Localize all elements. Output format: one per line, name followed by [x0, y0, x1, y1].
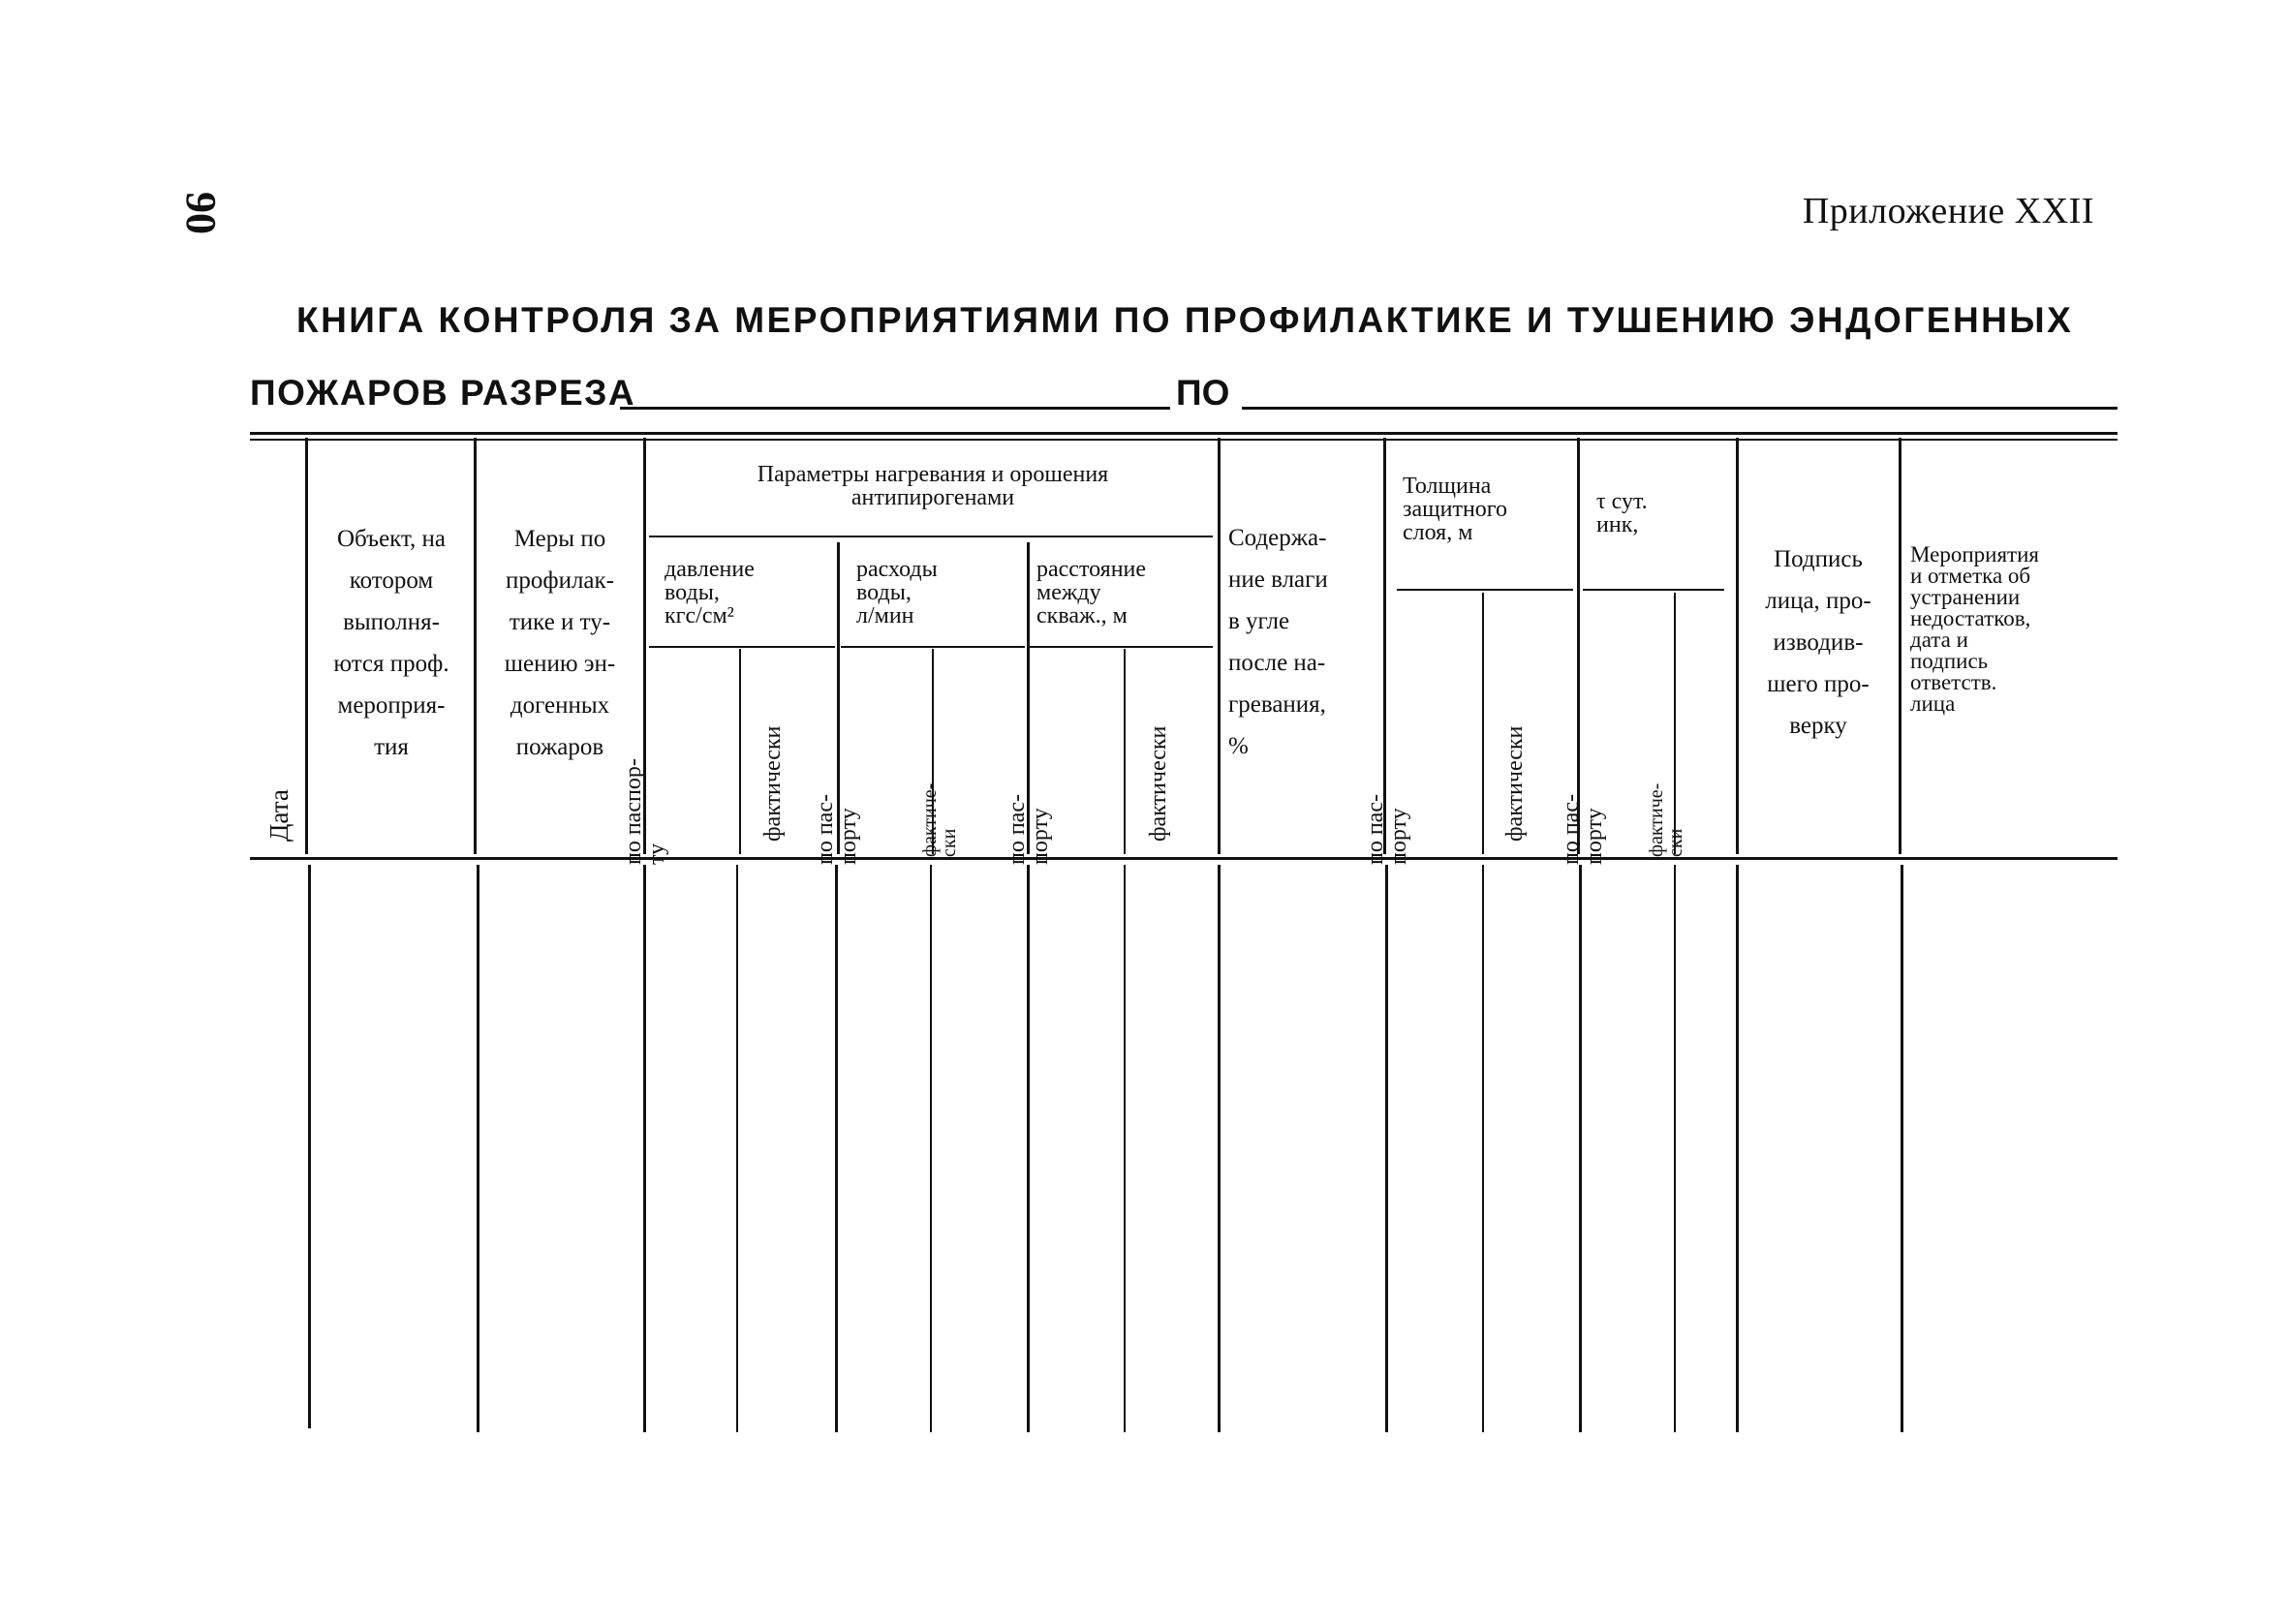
header-thickness: Толщина защитного слоя, м: [1403, 474, 1508, 545]
body-rule-4: [736, 865, 738, 1432]
subheader-flow-actual: фактиче- ски: [919, 782, 960, 857]
page-title-po: ПО: [1176, 373, 1230, 413]
subheader-flow-passport: по пас- порту: [813, 794, 861, 865]
body-rule-9: [1218, 865, 1221, 1432]
header-signature: Подпись лица, про- изводив- шего про- верку: [1765, 546, 1871, 739]
body-rule-10: [1385, 865, 1388, 1432]
section-blank-field: [620, 407, 1170, 410]
col-rule-4: [739, 649, 741, 854]
header-pressure: давление воды, кгс/см²: [665, 557, 755, 628]
body-rule-13: [1674, 865, 1676, 1432]
subheader-tau-actual: фактиче- ски: [1646, 782, 1686, 857]
header-flow: расходы воды, л/мин: [856, 557, 938, 628]
header-date: Дата: [264, 789, 294, 842]
tau-rule: [1583, 589, 1724, 591]
subheader-pressure-actual: фактически: [760, 725, 786, 842]
header-tau: τ сут. инк,: [1596, 489, 1648, 537]
header-measures-mark: Мероприятия и отметка об устранении недостатков, дата и подпись ответств. лица: [1910, 542, 2039, 716]
col-rule-15: [1899, 438, 1902, 854]
pressure-rule: [649, 646, 835, 648]
body-rule-6: [930, 865, 932, 1432]
body-rule-8: [1124, 865, 1126, 1432]
body-rule-12: [1579, 865, 1582, 1432]
header-bottom-rule: [250, 857, 2118, 860]
body-rule-5: [835, 865, 838, 1432]
distance-rule: [1029, 646, 1213, 648]
page-title-line-1: КНИГА КОНТРОЛЯ ЗА МЕРОПРИЯТИЯМИ ПО ПРОФИЛАКТИКЕ И ТУШЕНИЮ ЭНДОГЕННЫХ: [296, 300, 2074, 340]
body-rule-7: [1027, 865, 1030, 1432]
header-distance: расстояние между скваж., м: [1036, 557, 1147, 628]
header-object: Объект, на котором выполня- ются проф. мероприя- тия: [333, 526, 449, 760]
flow-rule: [841, 646, 1025, 648]
page-number: 90: [177, 192, 226, 234]
body-rule-11: [1482, 865, 1484, 1432]
body-rule-14: [1736, 865, 1739, 1432]
col-rule-8: [1124, 649, 1126, 854]
subheader-thickness-actual: фактически: [1502, 725, 1528, 842]
col-rule-12: [1577, 438, 1580, 854]
params-group-rule: [649, 536, 1213, 537]
table-top-rule-2: [250, 439, 2118, 441]
subheader-pressure-passport: по паспор- ту: [621, 758, 669, 865]
col-rule-11: [1482, 593, 1484, 854]
po-blank-field: [1242, 407, 2118, 410]
body-rule-2: [477, 865, 479, 1432]
header-params-group: Параметры нагревания и орошения антипирогенами: [757, 462, 1109, 510]
subheader-thickness-passport: по пас- порту: [1363, 794, 1411, 865]
page-title-line-2: ПОЖАРОВ РАЗРЕЗА: [250, 373, 636, 413]
thickness-rule: [1397, 589, 1573, 591]
body-rule-3: [643, 865, 646, 1432]
table-top-rule: [250, 432, 2118, 435]
subheader-tau-passport: по пас- порту: [1559, 794, 1607, 865]
body-rule-15: [1901, 865, 1903, 1432]
subheader-distance-actual: фактически: [1146, 725, 1171, 842]
subheader-distance-passport: по пас- порту: [1005, 794, 1053, 865]
body-rule-1: [308, 865, 311, 1428]
header-measures: Меры по профилак- тике и ту- шению эн- догенных пожаров: [504, 526, 616, 760]
appendix-label: Приложение XXII: [1802, 191, 2094, 231]
header-moisture: Содержа- ние влаги в угле после на- гревания, %: [1228, 525, 1328, 759]
